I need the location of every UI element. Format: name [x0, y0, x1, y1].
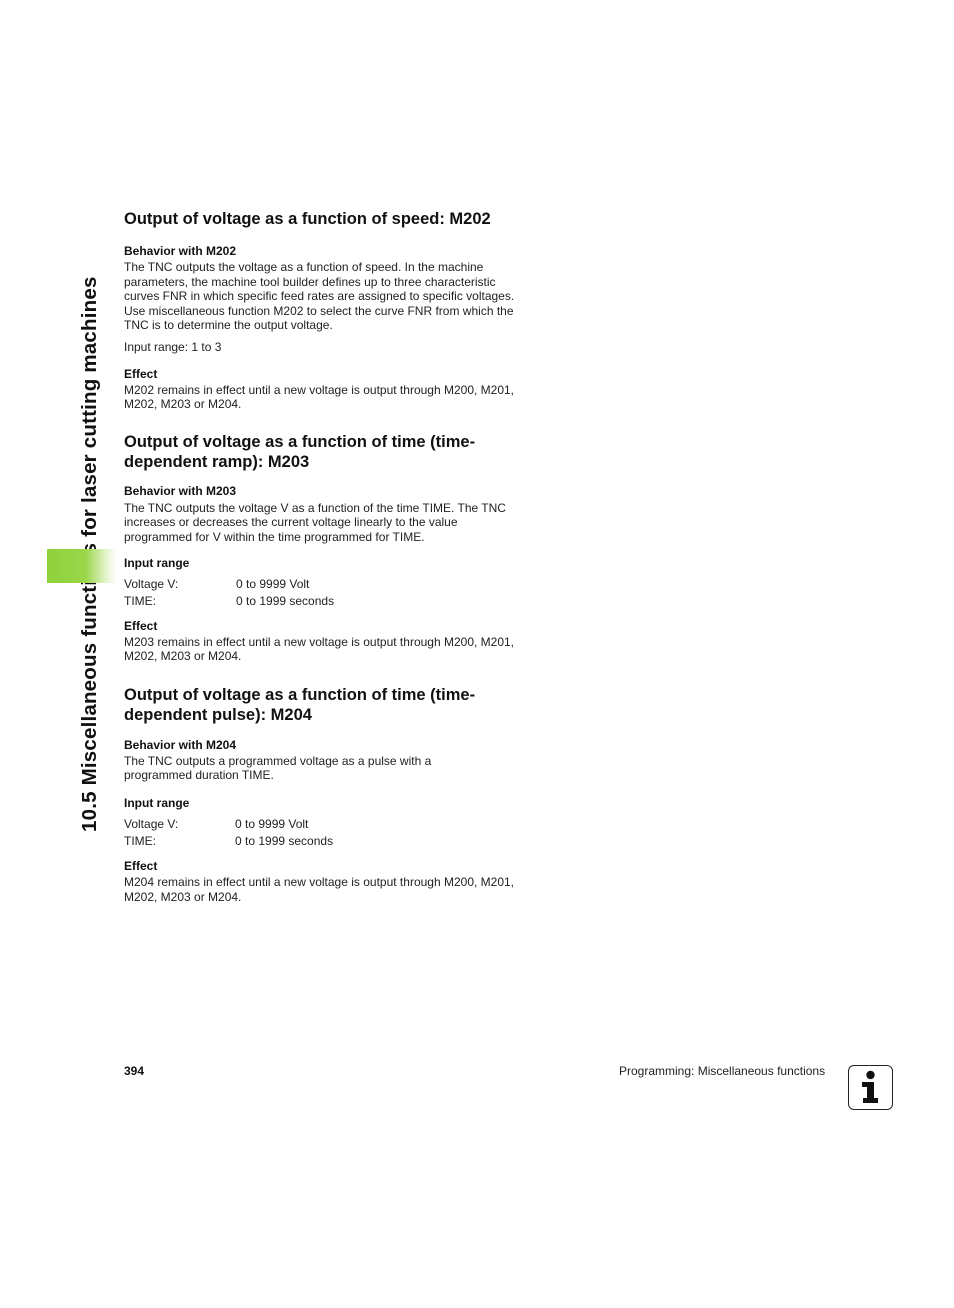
chapter-title — [78, 192, 106, 832]
effect-text: M204 remains in effect until a new voltage is output through M200, M201, M202, M203 or M204. — [124, 874, 515, 904]
input-range-text: Input range: 1 to 3 — [124, 339, 222, 354]
input-range-table — [124, 816, 524, 850]
input-row-voltage — [124, 576, 524, 593]
section-heading-line2: dependent ramp): M203 — [124, 452, 310, 471]
input-range-table — [124, 576, 524, 610]
section-heading-line1: Output of voltage as a function of time (time- — [124, 685, 476, 704]
input-row-time — [124, 593, 524, 610]
section-m203 — [124, 432, 524, 664]
effect-heading: Effect — [124, 366, 158, 381]
input-range-heading: Input range — [124, 795, 190, 810]
section-heading-line2: dependent pulse): M204 — [124, 705, 312, 724]
behavior-heading: Behavior with M202 — [124, 244, 237, 258]
input-range-heading: Input range — [124, 555, 190, 570]
input-value: 0 to 1999 seconds — [235, 833, 334, 848]
input-value: 0 to 9999 Volt — [235, 816, 309, 831]
section-heading — [124, 685, 524, 725]
input-label: TIME: — [124, 833, 156, 848]
behavior-text: The TNC outputs the voltage as a function of speed. In the machine parameters, the machine tool builder defines up to three characteristic curves FNR in which specific feed rates are assigned to specific voltages. Use miscellaneous function M202 to select the curve FNR from which the TNC is to determine the output voltage. — [124, 260, 515, 333]
footer-section-name: Programming: Miscellaneous functions — [619, 1064, 826, 1078]
info-icon — [848, 1065, 893, 1110]
effect-text: M202 remains in effect until a new voltage is output through M200, M201, M202, M203 or M204. — [124, 382, 515, 412]
section-m204 — [124, 685, 524, 904]
page-number: 394 — [124, 1064, 145, 1078]
behavior-heading: Behavior with M204 — [124, 737, 237, 752]
section-heading — [124, 432, 524, 472]
effect-heading: Effect — [124, 618, 158, 633]
input-label: Voltage V: — [124, 576, 179, 591]
section-heading: Output of voltage as a function of speed: M202 — [124, 210, 491, 228]
behavior-text: The TNC outputs the voltage V as a function of the time TIME. The TNC increases or decreases the current voltage linearly to the value programmed for V within the time programmed for TIME. — [124, 500, 506, 544]
input-value: 0 to 9999 Volt — [236, 576, 310, 591]
section-m202 — [124, 209, 524, 412]
input-value: 0 to 1999 seconds — [236, 593, 335, 608]
behavior-text: The TNC outputs a programmed voltage as a pulse with a programmed duration TIME. — [124, 753, 432, 783]
chapter-tab-marker — [47, 549, 117, 583]
section-heading-line1: Output of voltage as a function of time (time- — [124, 432, 476, 451]
input-label: Voltage V: — [124, 816, 179, 831]
info-icon-glyph — [849, 1066, 892, 1109]
input-row-time — [124, 833, 524, 850]
effect-text: M203 remains in effect until a new voltage is output through M200, M201, M202, M203 or M204. — [124, 634, 515, 664]
input-row-voltage — [124, 816, 524, 833]
input-label: TIME: — [124, 593, 156, 608]
effect-heading: Effect — [124, 858, 158, 873]
behavior-heading: Behavior with M203 — [124, 483, 237, 498]
page-content — [124, 209, 524, 904]
